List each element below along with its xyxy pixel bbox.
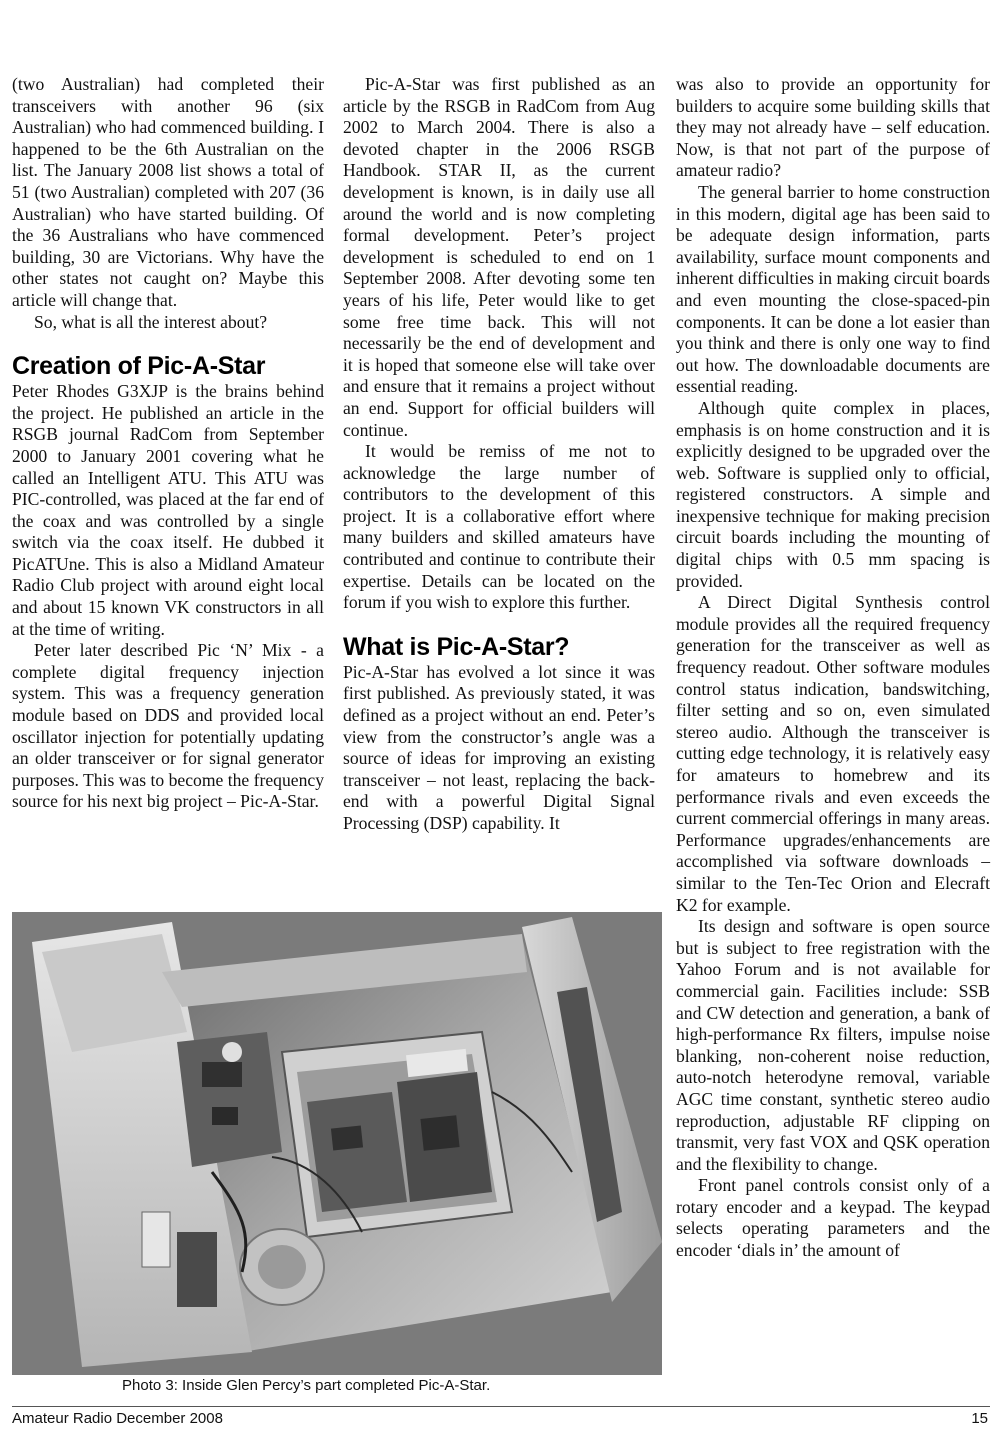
column-1 [12, 74, 324, 813]
photo-illustration [12, 912, 662, 1375]
paragraph: Pic-A-Star was first published as an article by the RSGB in RadCom from Aug 2002 to March 2004. There is also a devoted chapter in the 2006 RSGB Handbook. STAR II, as the current development is known, is in daily use all around the world and is now completing formal development. Peter’s project development is scheduled to end on 1 September 2008. After devoting some ten years of his life, Peter would like to get some free time back. This will not necessarily be the end of development and it is hoped that someone else will take over and ensure that it remains a project without an end. Support for official builders will continue. [343, 74, 655, 440]
footer-publication: Amateur Radio December 2008 [12, 1410, 223, 1427]
footer-divider [12, 1406, 990, 1407]
paragraph: The general barrier to home construction in this modern, digital age has been said to be adequate design information, parts availability, surface mount components and inherent difficulties in making circuit boards and even mounting the close-spaced-pin components. It can be done a lot easier than you think and there is only one way to find out how. The downloadable documents are essential reading. [676, 181, 990, 397]
paragraph: So, what is all the interest about? [34, 311, 268, 332]
paragraph: Its design and software is open source but is subject to free registration with the Yahoo Forum and is not available for commercial gain. Facilities include: SSB and CW detection and generation, a bank of high-performance Rx filters, impulse noise blanking, non-coherent noise reduction, auto-notch heterodyne removal, variable AGC time constant, synthetic stereo audio reproduction, adjustable RF clipping on transmit, very fast VOX and QSK operation and the flexibility to change. [676, 916, 990, 1174]
photo-caption: Photo 3: Inside Glen Percy’s part completed Pic-A-Star. [122, 1377, 491, 1394]
paragraph: Peter Rhodes G3XJP is the brains behind the project. He published an article in the RSGB journal RadCom from September 2000 to January 2001 covering what he called an Intelligent ATU. This ATU was PIC-controlled, was placed at the far end of the coax and was controlled by a single switch via the coax itself. He dubbed it PicATUne. This is also a Midland Amateur Radio Club project with around eight local and about 15 known VK constructors in all at the time of writing. [12, 381, 324, 639]
section-heading: Creation of Pic-A-Star [12, 352, 266, 381]
paragraph: Pic-A-Star has evolved a lot since it was first published. As previously stated, it was defined as a project without an end. Peter’s view from the constructor’s angle was a source of ideas for improving an existing transceiver – not least, replacing the back-end with a powerful Digital Signal Processing (DSP) capability. It [343, 661, 655, 833]
column-2 [343, 74, 655, 835]
paragraph: Although quite complex in places, emphasis is on home construction and it is explicitly designed to be upgraded over the web. Software is supplied only to official, registered constructors. A simple and inexpensive technique for making precision circuit boards including the mounting of digital chips with 0.5 mm spacing is provided. [676, 397, 990, 591]
section-heading: What is Pic-A-Star? [343, 632, 570, 661]
photo-transceiver-interior [12, 912, 662, 1375]
paragraph: Peter later described Pic ‘N’ Mix - a complete digital frequency injection system. This was a frequency generation module based on DDS and provided local oscillator injection for potentially updating an older transceiver or for signal generator purposes. This was to become the frequency source for his next big project – Pic-A-Star. [12, 640, 324, 812]
paragraph: Front panel controls consist only of a rotary encoder and a keypad. The keypad selects operating parameters and the encoder ‘dials in’ the amount of [676, 1175, 990, 1261]
paragraph: (two Australian) had completed their transceivers with another 96 (six Australian) who had commenced building. I happened to be the 6th Australian on the list. The January 2008 list shows a total of 51 (two Australian) completed with 207 (36 Australian) who have started building. Of the 36 Australians who have commenced building, 30 are Victorians. Why have the other states not caught on? Maybe this article will change that. [12, 74, 324, 310]
footer-page-number: 15 [971, 1410, 988, 1427]
column-3 [676, 74, 990, 1262]
paragraph: was also to provide an opportunity for builders to acquire some building skills that they may not already have – self education. Now, is that not part of the purpose of amateur radio? [676, 74, 990, 181]
paragraph: It would be remiss of me not to acknowledge the large number of contributors to the development of this project. It is a collaborative effort where many builders and skilled amateurs have contributed and continue to contribute their expertise. Details can be located on the forum if you wish to explore this further. [343, 441, 655, 613]
paragraph: A Direct Digital Synthesis control module provides all the required frequency generation for the transceiver as well as frequency readout. Other software modules control status indication, bandswitching, filter setting and so on, even simulated stereo audio. Although the transceiver is cutting edge technology, it is relatively easy for amateurs to homebrew and its performance rivals and even exceeds the current commercial offerings in many areas. Performance upgrades/enhancements are accomplished via software downloads – similar to the Ten-Tec Orion and Elecraft K2 for example. [676, 592, 990, 915]
